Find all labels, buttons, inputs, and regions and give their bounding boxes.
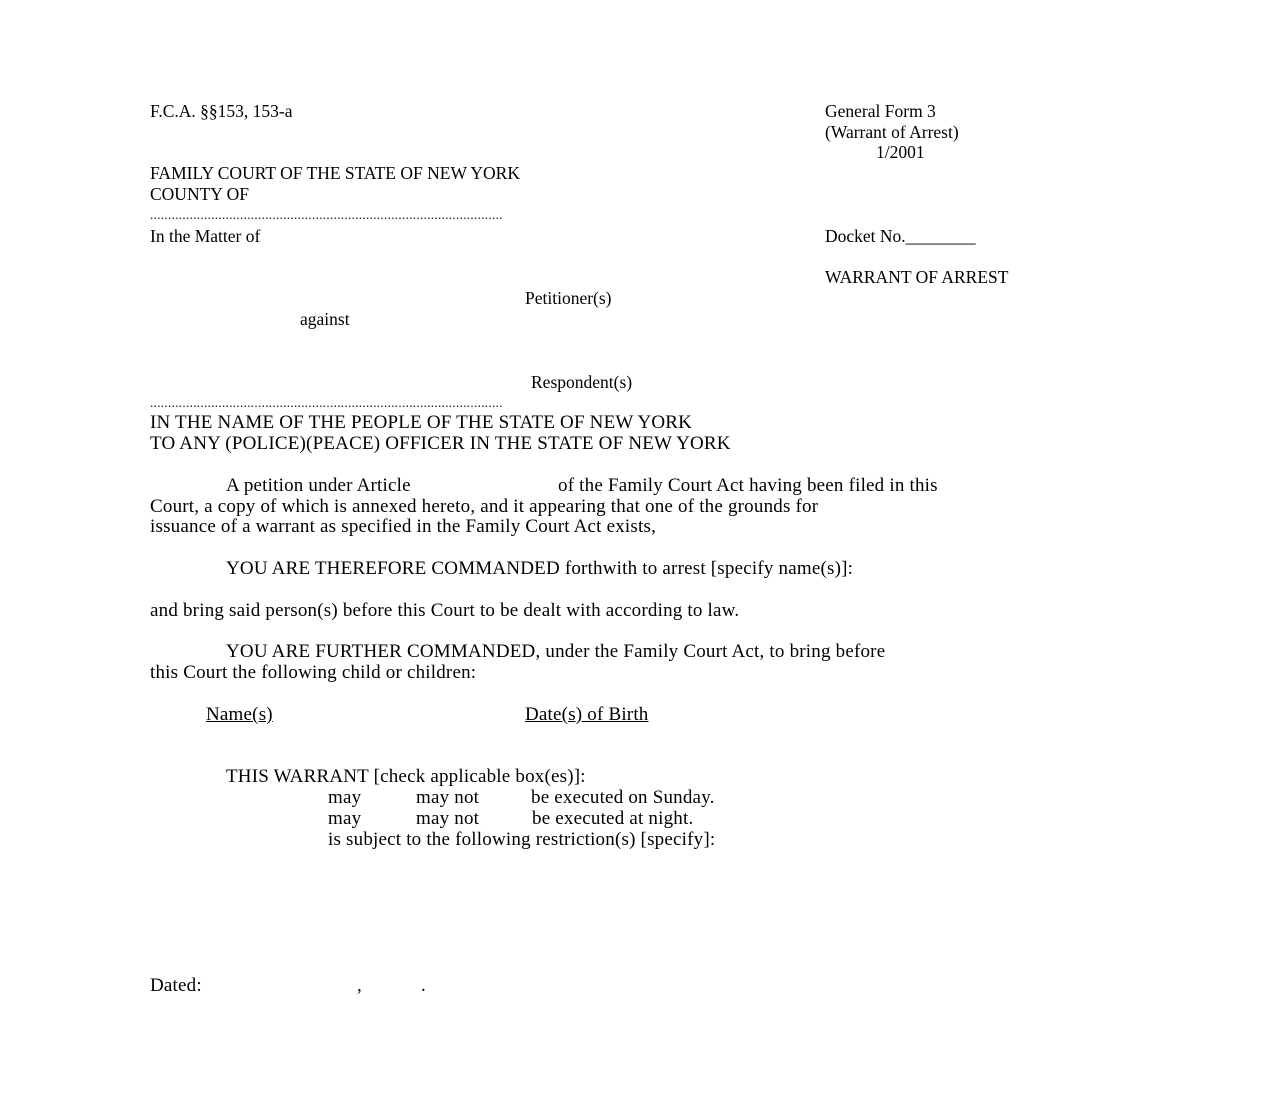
restriction-text: is subject to the following restriction(s) [specify]:: [328, 829, 716, 850]
night-text: be executed at night.: [532, 808, 694, 829]
petition-text-1b: of the Family Court Act having been filed in this: [558, 475, 938, 496]
names-column-header: Name(s): [206, 704, 273, 725]
petition-text-1a: A petition under Article: [226, 475, 411, 496]
petition-text-2: Court, a copy of which is annexed hereto, and it appearing that one of the grounds for: [150, 496, 819, 517]
bring-text: and bring said person(s) before this Court to be dealt with according to law.: [150, 600, 740, 621]
against-label: against: [300, 309, 350, 329]
court-name: FAMILY COURT OF THE STATE OF NEW YORK: [150, 163, 520, 183]
officer-line: TO ANY (POLICE)(PEACE) OFFICER IN THE STATE OF NEW YORK: [150, 433, 731, 454]
sunday-text: be executed on Sunday.: [531, 787, 715, 808]
petitioner-label: Petitioner(s): [525, 288, 612, 308]
dated-label: Dated:: [150, 975, 202, 996]
form-name: General Form 3: [825, 101, 936, 121]
further-commanded-2: this Court the following child or children:: [150, 662, 477, 683]
people-line: IN THE NAME OF THE PEOPLE OF THE STATE OF NEW YORK: [150, 412, 693, 433]
commanded-text: YOU ARE THEREFORE COMMANDED forthwith to arrest [specify name(s)]:: [226, 558, 854, 579]
dated-comma: ,: [357, 975, 362, 996]
statute-reference: F.C.A. §§153, 153-a: [150, 101, 293, 121]
docket-number-field: Docket No.________: [825, 226, 976, 246]
sunday-may-not-option[interactable]: may not: [416, 787, 480, 808]
caption-separator-bottom: ..................................................................................................: [150, 395, 503, 410]
caption-separator-top: ..................................................................................................: [150, 207, 503, 222]
further-commanded-1: YOU ARE FURTHER COMMANDED, under the Family Court Act, to bring before: [226, 641, 886, 662]
matter-label: In the Matter of: [150, 226, 261, 246]
dob-column-header: Date(s) of Birth: [525, 704, 649, 725]
document-title: WARRANT OF ARREST: [825, 267, 1009, 287]
form-subtitle: (Warrant of Arrest): [825, 122, 959, 142]
warrant-check-label: THIS WARRANT [check applicable box(es)]:: [226, 766, 586, 787]
county-label: COUNTY OF: [150, 184, 250, 204]
sunday-may-option[interactable]: may: [328, 787, 362, 808]
form-date: 1/2001: [876, 142, 925, 162]
dated-period: .: [421, 975, 426, 996]
night-may-option[interactable]: may: [328, 808, 362, 829]
night-may-not-option[interactable]: may not: [416, 808, 480, 829]
petition-text-3: issuance of a warrant as specified in the Family Court Act exists,: [150, 516, 657, 537]
respondent-label: Respondent(s): [531, 372, 633, 392]
